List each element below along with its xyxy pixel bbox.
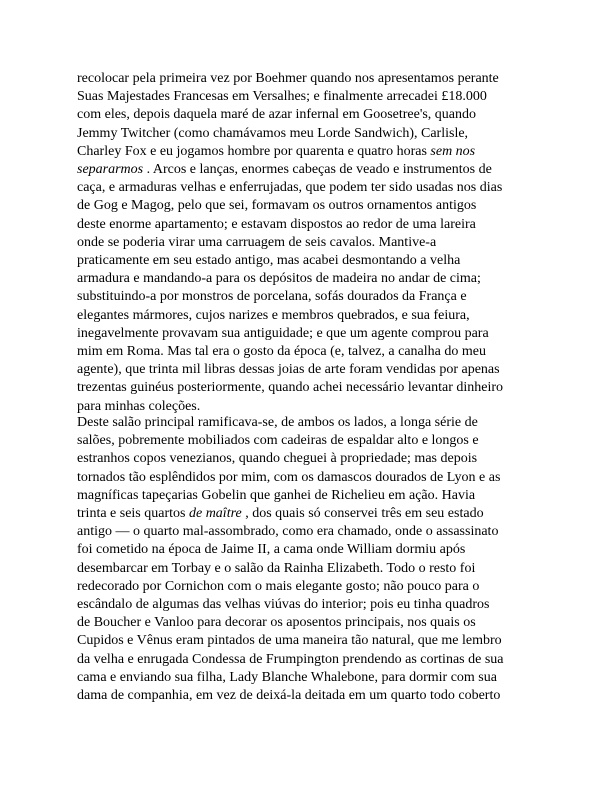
text-line: desembarcar em Torbay e o salão da Rainha Elizabeth. Todo o resto foi	[77, 560, 476, 576]
text-line: Charley Fox e eu jogamos hombre por quarenta e quatro horas sem nos	[77, 143, 476, 159]
text-line: deste enorme apartamento; e estavam dispostos ao redor de uma lareira	[77, 216, 476, 232]
text-line: praticamente em seu estado antigo, mas acabei desmontando a velha	[77, 253, 461, 269]
text-line: de Gog e Magog, pelo que sei, formavam os outros ornamentos antigos	[77, 198, 477, 214]
text-line: elegantes mármores, cujos narizes e membros quebrados, e sua feiura,	[77, 307, 470, 323]
text-line: tornados tão esplêndidos por mim, com os damascos dourados de Lyon e as	[77, 469, 501, 485]
text-line: redecorado por Cornichon com o mais elegante gosto; não pouco para o	[77, 578, 480, 594]
text-line: dama de companhia, em vez de deixá-la deitada em um quarto todo coberto	[77, 688, 501, 704]
text-line: Deste salão principal ramificava-se, de ambos os lados, a longa série de	[77, 415, 478, 430]
text-line: Suas Majestades Francesas em Versalhes; e finalmente arrecadei £18.000	[77, 89, 487, 105]
text-line: magníficas tapeçarias Gobelin que ganhei de Richelieu em ação. Havia	[77, 487, 476, 503]
text-line: trezentas guinéus posteriormente, quando achei necessário levantar dinheiro	[77, 380, 504, 396]
paragraph-1	[77, 70, 537, 416]
text-line: inegavelmente provavam sua antiguidade; e que um agente comprou para	[77, 325, 489, 341]
text-line: armadura e mandando-a para os depósitos de madeira no andar de cima;	[77, 271, 481, 287]
text-line: separarmos . Arcos e lanças, enormes cabeças de veado e instrumentos de	[77, 162, 492, 178]
text-line: Jemmy Twitcher (como chamávamos meu Lorde Sandwich), Carlisle,	[77, 125, 469, 141]
italic-phrase: sem nos	[430, 143, 476, 159]
text-line: foi cometido na época de Jaime II, a cama onde William dormiu após	[77, 542, 466, 558]
text-line: para minhas coleções.	[77, 398, 201, 414]
text-line: Cupidos e Vênus eram pintados de uma maneira tão natural, que me lembro	[77, 633, 502, 649]
text-line: escândalo de algumas das velhas viúvas do interior; pois eu tinha quadros	[77, 597, 490, 613]
text-line: com eles, depois daquela maré de azar infernal em Goosetree's, quando	[77, 107, 477, 123]
text-line: antigo — o quarto mal-assombrado, como era chamado, onde o assassinato	[77, 524, 499, 540]
text-line: substituindo-a por monstros de porcelana, sofás dourados da França e	[77, 289, 467, 305]
text-line: salões, pobremente mobiliados com cadeiras de espaldar alto e longos e	[77, 433, 479, 449]
text-line: onde se poderia virar uma carruagem de seis cavalos. Mantive-a	[77, 234, 437, 250]
paragraph-2	[77, 414, 537, 705]
text-line: recolocar pela primeira vez por Boehmer quando nos apresentamos perante	[77, 71, 499, 86]
italic-phrase: de maître	[188, 506, 242, 522]
text-line: da velha e enrugada Condessa de Frumpington prendendo as cortinas de sua	[77, 651, 504, 667]
text-line: caça, e armaduras velhas e enferrujadas, que podem ter sido usadas nos dias	[77, 180, 503, 196]
text-line: mim em Roma. Mas tal era o gosto da época (e, talvez, a canalha do meu	[77, 344, 486, 360]
text-line: cama e enviando sua filha, Lady Blanche Whalebone, para dormir com sua	[77, 669, 497, 685]
text-line: agente), que trinta mil libras dessas joias de arte foram vendidas por apenas	[77, 362, 500, 378]
text-line: de Boucher e Vanloo para decorar os aposentos principais, nos quais os	[77, 615, 476, 631]
text-line: trinta e seis quartos de maître , dos quais só conservei três em seu estado	[77, 506, 484, 522]
text-line: estranhos copos venezianos, quando cheguei à propriedade; mas depois	[77, 451, 478, 467]
italic-phrase: separarmos	[77, 162, 144, 178]
